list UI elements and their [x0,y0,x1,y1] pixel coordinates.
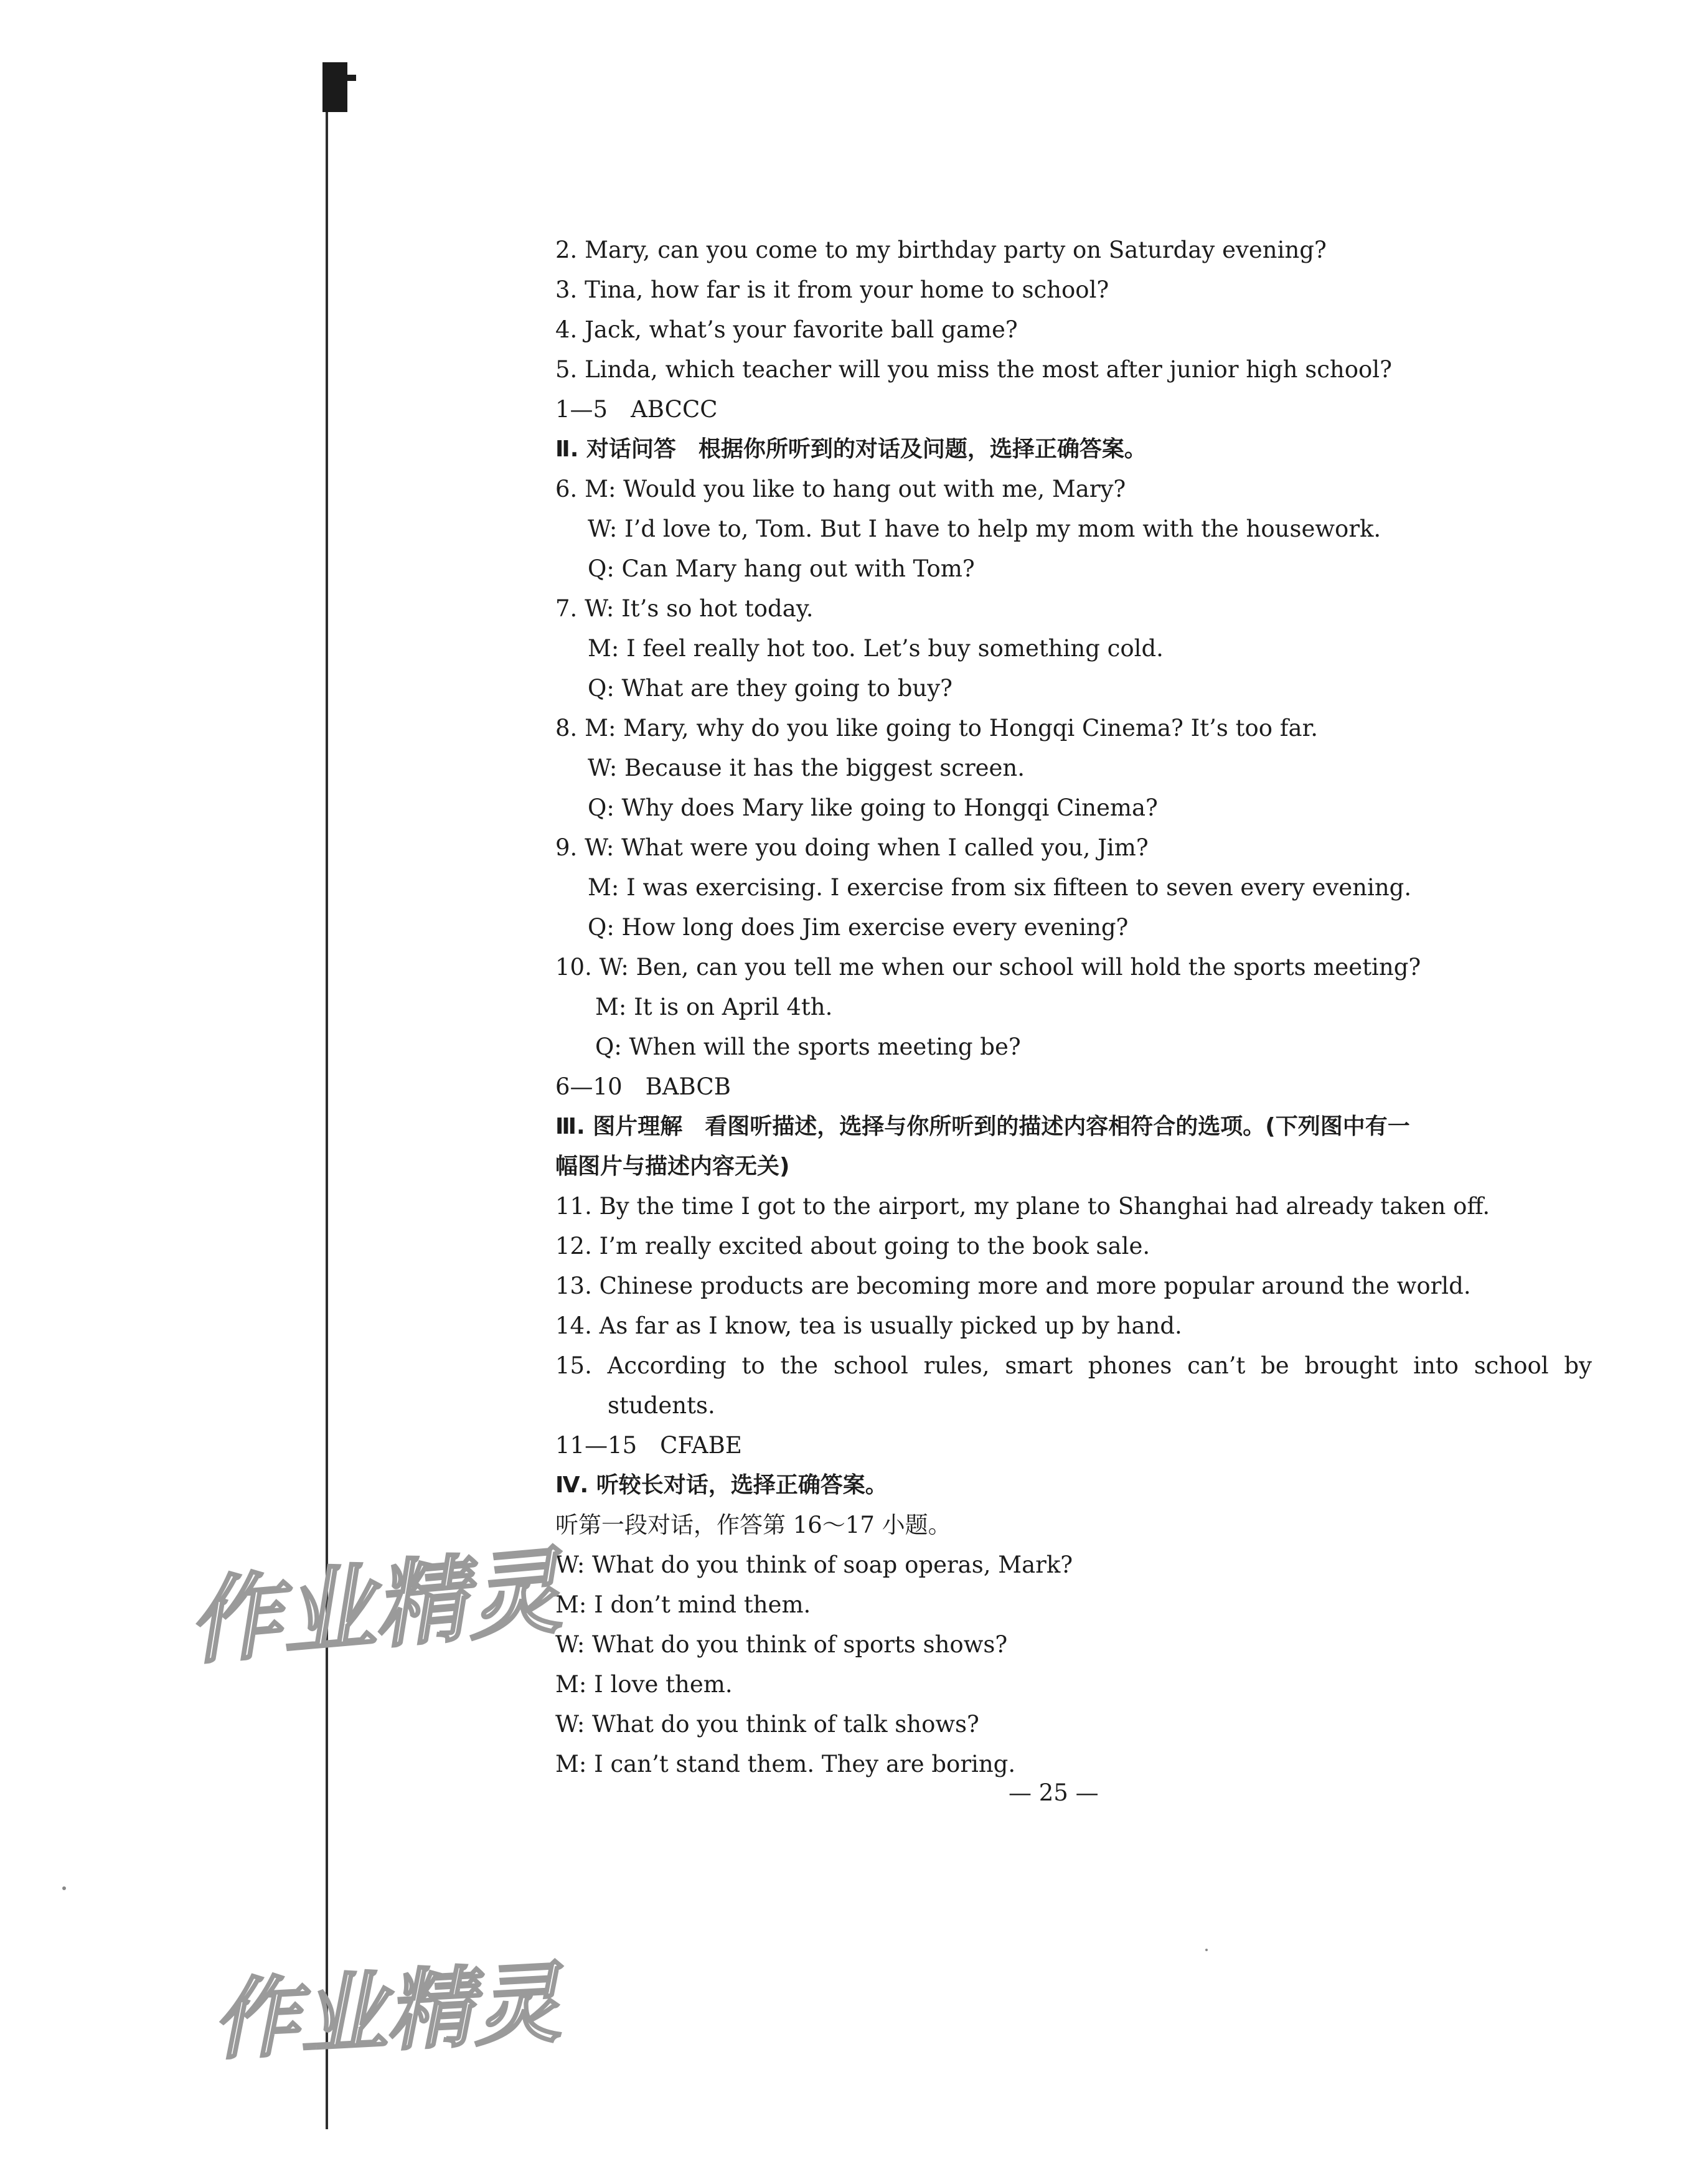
long-dialogue-line-2: M: I don’t mind them. [555,1591,811,1618]
description-15-cont: students. [608,1392,715,1419]
long-dialogue-line-6: M: I can’t stand them. They are boring. [555,1751,1016,1777]
dialogue-7-m: M: I feel really hot too. Let’s buy something cold. [588,635,1164,662]
dialogue-9-w: 9. W: What were you doing when I called you, Jim? [555,834,1149,861]
binding-margin-rule [326,112,328,2129]
long-dialogue-line-4: M: I love them. [555,1671,733,1698]
question-5: 5. Linda, which teacher will you miss the most after junior high school? [555,356,1392,383]
scan-speck [62,1886,66,1890]
dialogue-8-w: W: Because it has the biggest screen. [588,755,1025,781]
section-3-heading-cont: 幅图片与描述内容无关) [555,1154,790,1179]
page-number: — 25 — [1009,1779,1099,1806]
dialogue-8-m: 8. M: Mary, why do you like going to Hongqi Cinema? It’s too far. [555,715,1318,741]
description-14: 14. As far as I know, tea is usually picked up by hand. [555,1312,1182,1339]
answers-6-10: 6—10 BABCB [555,1073,731,1100]
question-2: 2. Mary, can you come to my birthday party on Saturday evening? [555,237,1327,263]
section-4-instruction: 听第一段对话，作答第 16～17 小题。 [555,1512,951,1538]
description-11: 11. By the time I got to the airport, my plane to Shanghai had already taken off. [555,1193,1490,1220]
binding-tab-tick [347,75,356,81]
question-4: 4. Jack, what’s your favorite ball game? [555,316,1018,343]
binding-tab-mark [322,62,347,112]
answers-1-5: 1—5 ABCCC [555,396,718,423]
dialogue-9-q: Q: How long does Jim exercise every evening? [588,914,1129,941]
dialogue-10-q: Q: When will the sports meeting be? [595,1033,1021,1060]
dialogue-8-q: Q: Why does Mary like going to Hongqi Cinema? [588,794,1158,821]
dialogue-6-m: 6. M: Would you like to hang out with me, Mary? [555,476,1126,502]
dialogue-6-w: W: I’d love to, Tom. But I have to help my mom with the housework. [588,515,1381,542]
dialogue-7-q: Q: What are they going to buy? [588,675,953,702]
watermark-lower: 作业精灵 [209,1952,563,2073]
description-15: 15. According to the school rules, smart phones can’t be brought into school by [555,1352,1592,1379]
description-13: 13. Chinese products are becoming more and more popular around the world. [555,1273,1471,1299]
dialogue-10-w: 10. W: Ben, can you tell me when our school will hold the sports meeting? [555,954,1421,981]
long-dialogue-line-3: W: What do you think of sports shows? [555,1631,1008,1658]
dialogue-10-m: M: It is on April 4th. [595,994,833,1020]
long-dialogue-line-1: W: What do you think of soap operas, Mark? [555,1551,1073,1578]
question-3: 3. Tina, how far is it from your home to school? [555,276,1109,303]
answers-11-15: 11—15 CFABE [555,1432,742,1459]
section-3-heading: Ⅲ. 图片理解 看图听描述，选择与你所听到的描述内容相符合的选项。(下列图中有一 [555,1114,1410,1139]
dialogue-9-m: M: I was exercising. I exercise from six fifteen to seven every evening. [588,874,1412,901]
dialogue-6-q: Q: Can Mary hang out with Tom? [588,555,975,582]
answer-text-block [555,230,1592,1784]
dialogue-7-w: 7. W: It’s so hot today. [555,595,814,622]
scan-speck [1205,1949,1208,1951]
watermark-upper: 作业精灵 [183,1537,565,1678]
description-12: 12. I’m really excited about going to the book sale. [555,1233,1150,1259]
section-2-heading: Ⅱ. 对话问答 根据你所听到的对话及问题，选择正确答案。 [555,436,1147,462]
section-4-heading: Ⅳ. 听较长对话，选择正确答案。 [555,1472,888,1498]
long-dialogue-line-5: W: What do you think of talk shows? [555,1711,979,1738]
